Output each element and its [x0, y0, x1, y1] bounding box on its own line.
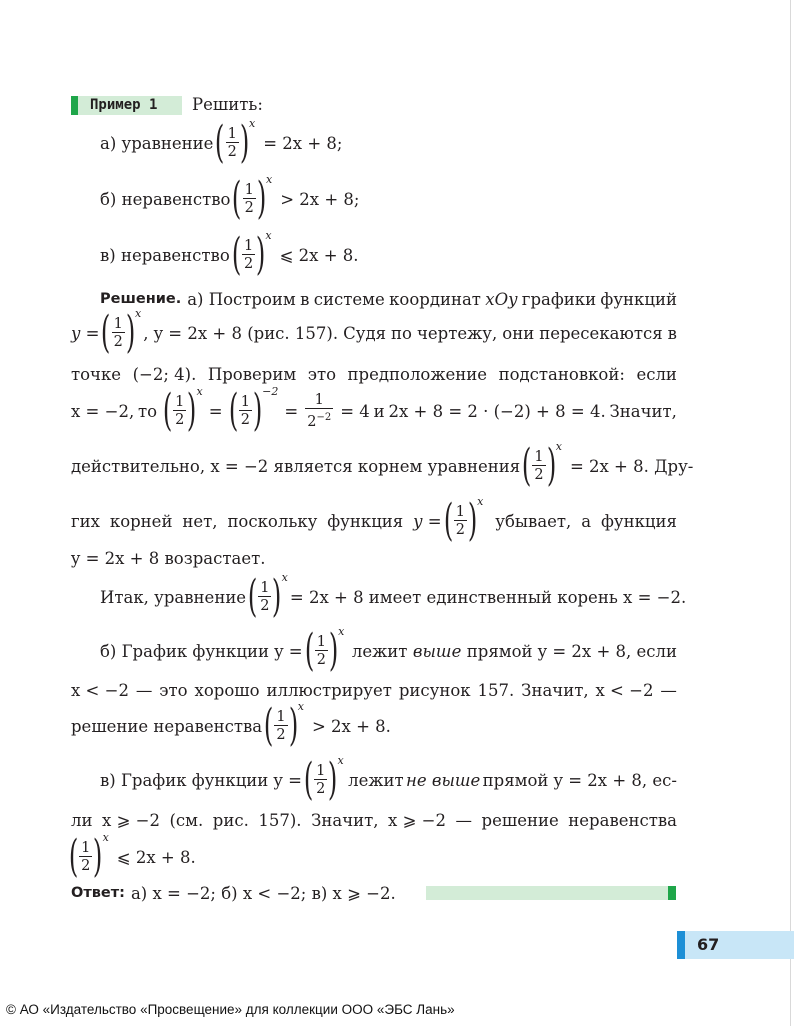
solution-line-12: в) График функции y = ( $\frac{1}{2}$ ) x лежит не выше прямой y = 2x + 8, ес- — [100, 754, 677, 805]
solution-line-4: x = −2, то ( $\frac{1}{2}$ ) x = ( $\frac{1}{2}$ ) −2 = $\frac{1}{2^{-2}}$ = 4 и 2x + 8 = 2 · (−2) + 8 = 4. Значит, — [71, 385, 677, 436]
example-marker — [71, 96, 78, 115]
solution-line-8: Итак, уравнение ( $\frac{1}{2}$ ) x = 2x + 8 имеет единственный корень x = −2. — [100, 571, 687, 622]
example-label: Пример 1 — [78, 96, 182, 115]
solution-line-1: Решение. а) Построим в системе координат xOy графики функций — [100, 289, 677, 309]
solution-line-6: гих корней нет, поскольку функция y = ( $\frac{1}{2}$ ) x убывает, а функция — [71, 495, 677, 546]
solution-line-13: ли x ⩾ −2 (см. рис. 157). Значит, x ⩾ −2 — решение неравенства — [71, 810, 677, 830]
item-b: б) неравенство ( $\frac{1}{2}$ ) x > 2x + 8; — [100, 173, 360, 224]
item-a: а) уравнение ( $\frac{1}{2}$ ) x = 2x + 8; — [100, 117, 343, 168]
answer-bar-end — [668, 886, 676, 900]
solution-line-3: точке (−2; 4). Проверим это предположение подстановкой: если — [71, 364, 677, 384]
solution-line-5: действительно, x = −2 является корнем уравнения ( $\frac{1}{2}$ ) x = 2x + 8. Дру- — [71, 440, 694, 491]
solution-line-11: решение неравенства ( $\frac{1}{2}$ ) x > 2x + 8. — [71, 700, 391, 751]
power-fraction: ( $\frac{1}{2}$ ) x — [232, 173, 273, 224]
copyright-notice: © АО «Издательство «Просвещение» для коллекции ООО «ЭБС Лань» — [6, 1002, 455, 1017]
power-fraction: ( $\frac{1}{2}$ ) x — [215, 117, 256, 168]
page-number: 67 — [685, 931, 794, 959]
answer-bar — [426, 886, 668, 900]
solution-label: Решение. — [100, 291, 182, 307]
solution-line-10: x < −2 — это хорошо иллюстрирует рисунок 157. Значит, x < −2 — — [71, 680, 677, 700]
solution-line-7: y = 2x + 8 возрастает. — [71, 548, 266, 568]
example-task: Решить: — [192, 95, 263, 114]
page-number-marker — [677, 931, 685, 959]
page-edge-line — [790, 0, 791, 1026]
solution-line-2: y = ( $\frac{1}{2}$ ) x , y = 2x + 8 (рис. 157). Судя по чертежу, они пересекаются в — [71, 307, 677, 358]
power-fraction: ( $\frac{1}{2}$ ) x — [231, 229, 272, 280]
answer-label: Ответ: — [71, 885, 125, 901]
solution-line-14: ( $\frac{1}{2}$ ) x ⩽ 2x + 8. — [68, 831, 196, 882]
answer-line — [71, 882, 396, 904]
answer-text: а) x = −2; б) x < −2; в) x ⩾ −2. — [130, 883, 396, 903]
item-c: в) неравенство ( $\frac{1}{2}$ ) x ⩽ 2x + 8. — [100, 229, 359, 280]
solution-line-9: б) График функции y = ( $\frac{1}{2}$ ) x лежит выше прямой y = 2x + 8, если — [100, 625, 678, 676]
